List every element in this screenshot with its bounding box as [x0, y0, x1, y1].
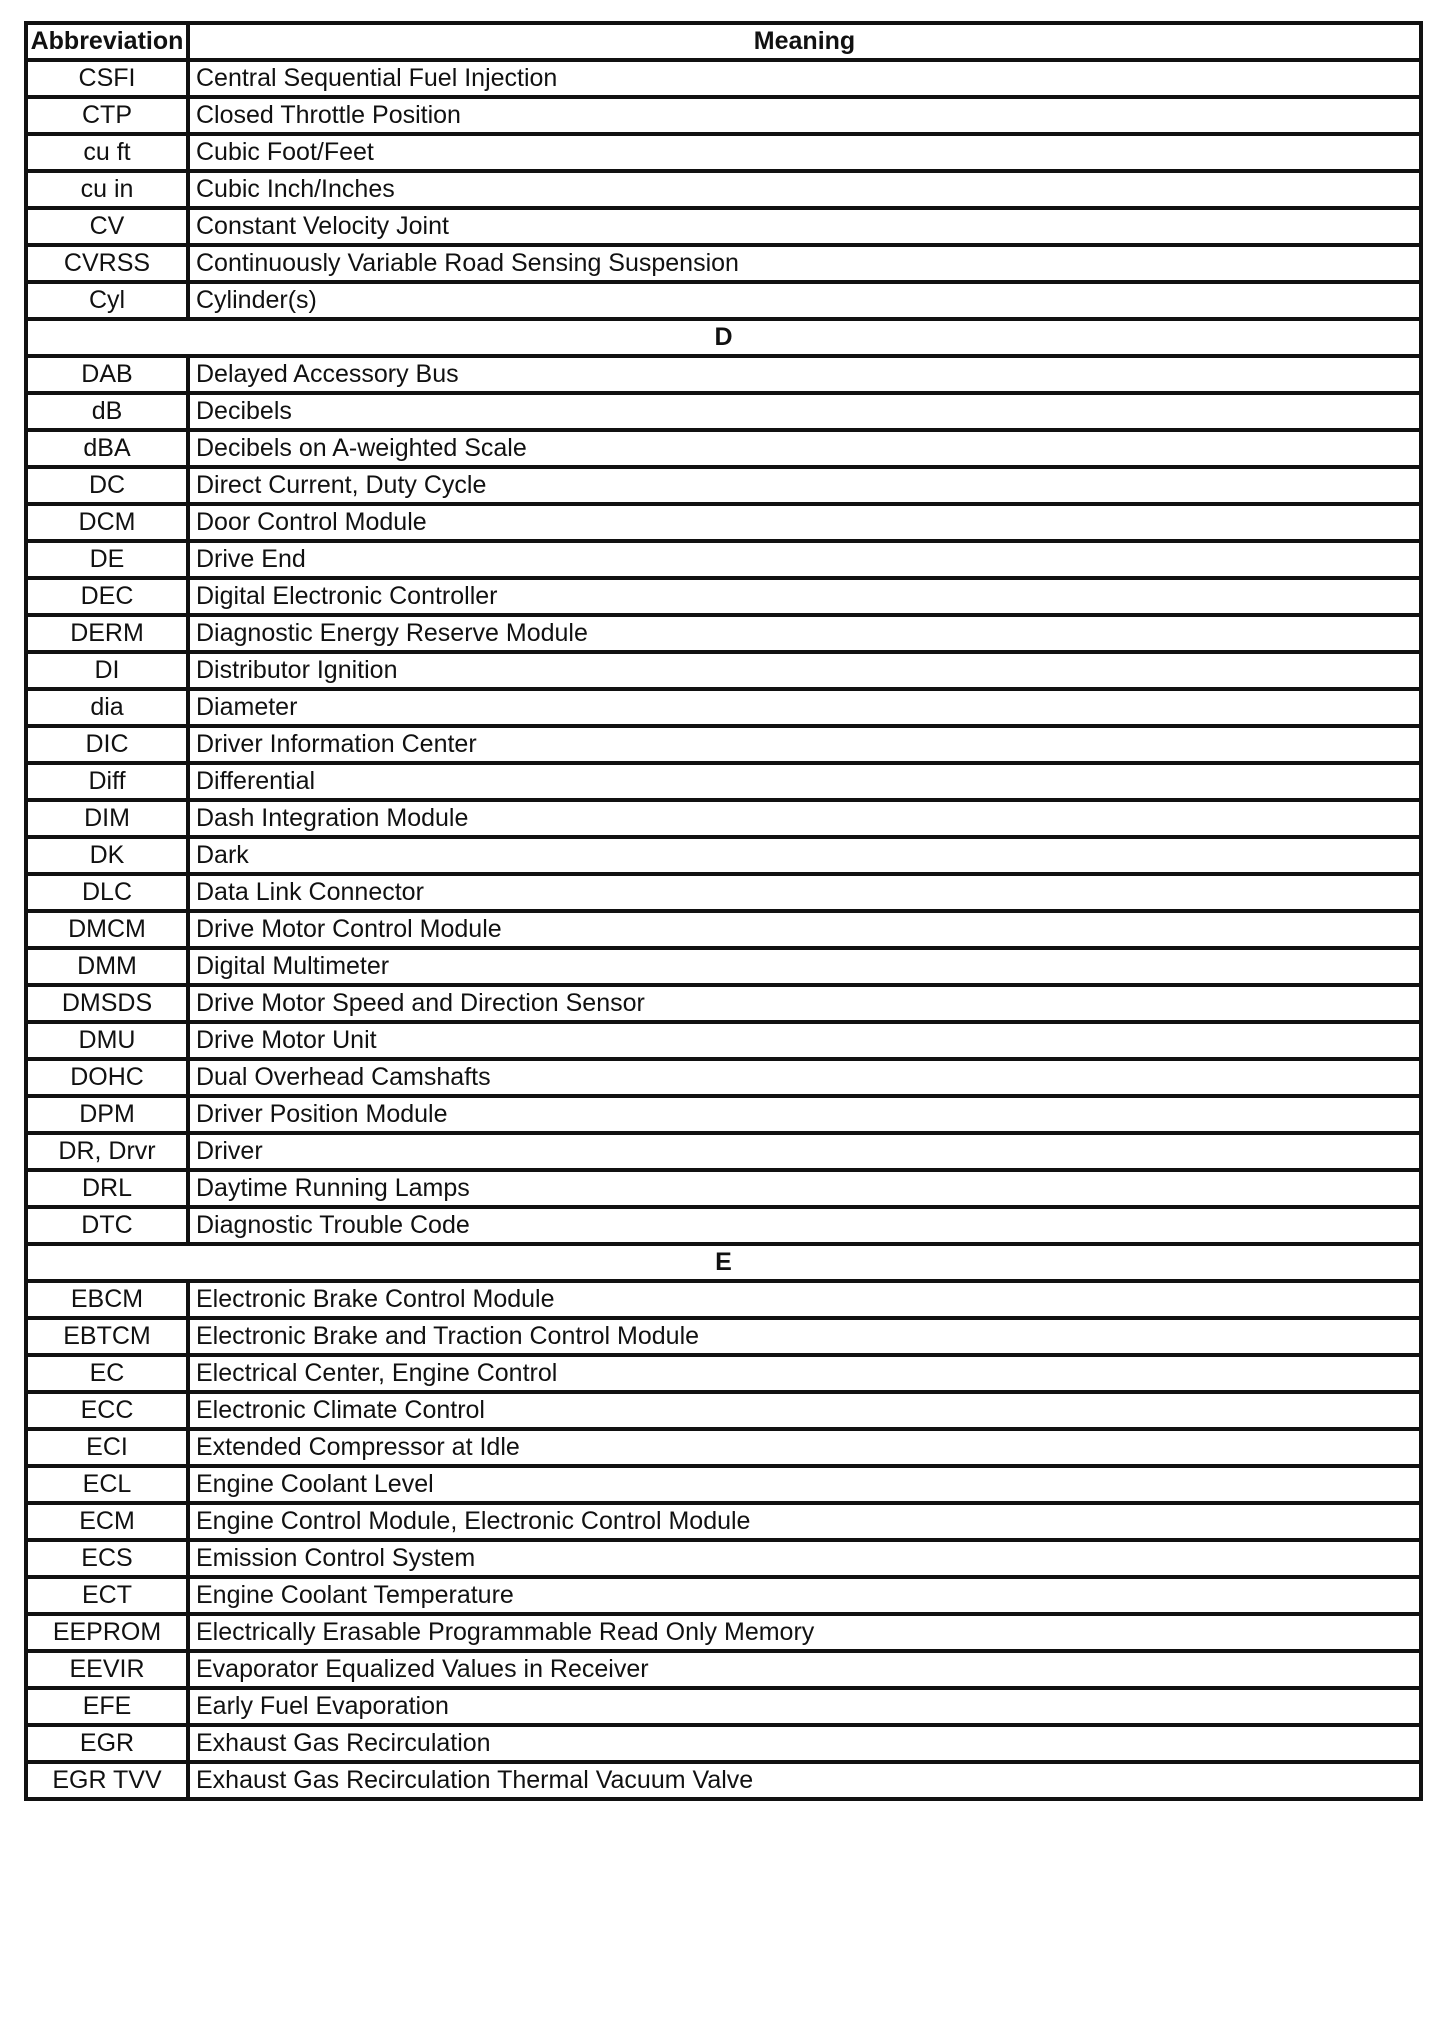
- abbreviation-cell: EC: [26, 1355, 188, 1392]
- meaning-cell: Cylinder(s): [188, 282, 1421, 319]
- table-row: [26, 985, 1421, 1022]
- table-row: [26, 467, 1421, 504]
- table-row: [26, 1651, 1421, 1688]
- section-letter: E: [26, 1244, 1421, 1281]
- table-row: [26, 1429, 1421, 1466]
- abbreviation-cell: DAB: [26, 356, 188, 393]
- meaning-cell: Decibels: [188, 393, 1421, 430]
- table-row: [26, 541, 1421, 578]
- meaning-cell: Delayed Accessory Bus: [188, 356, 1421, 393]
- table-row: [26, 1207, 1421, 1244]
- table-row: [26, 1281, 1421, 1318]
- abbreviation-cell: EBCM: [26, 1281, 188, 1318]
- abbreviation-cell: DR, Drvr: [26, 1133, 188, 1170]
- meaning-cell: Decibels on A-weighted Scale: [188, 430, 1421, 467]
- meaning-cell: Drive Motor Unit: [188, 1022, 1421, 1059]
- meaning-cell: Electronic Brake Control Module: [188, 1281, 1421, 1318]
- abbreviation-cell: CVRSS: [26, 245, 188, 282]
- table-row: [26, 1577, 1421, 1614]
- meaning-cell: Electronic Brake and Traction Control Module: [188, 1318, 1421, 1355]
- abbreviation-cell: ECS: [26, 1540, 188, 1577]
- meaning-cell: Drive Motor Speed and Direction Sensor: [188, 985, 1421, 1022]
- meaning-cell: Diameter: [188, 689, 1421, 726]
- table-row: [26, 1096, 1421, 1133]
- abbreviation-cell: DOHC: [26, 1059, 188, 1096]
- meaning-cell: Electrical Center, Engine Control: [188, 1355, 1421, 1392]
- table-row: [26, 1762, 1421, 1799]
- abbreviation-cell: EGR TVV: [26, 1762, 188, 1799]
- abbreviation-cell: EGR: [26, 1725, 188, 1762]
- abbreviation-cell: DERM: [26, 615, 188, 652]
- table-row: [26, 97, 1421, 134]
- abbreviation-cell: DLC: [26, 874, 188, 911]
- meaning-cell: Dual Overhead Camshafts: [188, 1059, 1421, 1096]
- table-row: [26, 60, 1421, 97]
- meaning-cell: Daytime Running Lamps: [188, 1170, 1421, 1207]
- meaning-cell: Exhaust Gas Recirculation: [188, 1725, 1421, 1762]
- header-meaning: Meaning: [188, 23, 1421, 60]
- abbreviation-cell: CV: [26, 208, 188, 245]
- table-row: [26, 1133, 1421, 1170]
- table-row: [26, 504, 1421, 541]
- table-row: [26, 652, 1421, 689]
- meaning-cell: Direct Current, Duty Cycle: [188, 467, 1421, 504]
- table-row: [26, 1466, 1421, 1503]
- table-row: [26, 726, 1421, 763]
- abbreviation-cell: DK: [26, 837, 188, 874]
- abbreviation-cell: DI: [26, 652, 188, 689]
- meaning-cell: Dark: [188, 837, 1421, 874]
- meaning-cell: Early Fuel Evaporation: [188, 1688, 1421, 1725]
- abbreviation-cell: EFE: [26, 1688, 188, 1725]
- meaning-cell: Drive Motor Control Module: [188, 911, 1421, 948]
- abbreviation-cell: dBA: [26, 430, 188, 467]
- abbreviation-cell: ECI: [26, 1429, 188, 1466]
- abbreviation-cell: DC: [26, 467, 188, 504]
- abbreviation-cell: ECM: [26, 1503, 188, 1540]
- section-letter: D: [26, 319, 1421, 356]
- abbreviation-cell: DMM: [26, 948, 188, 985]
- section-row: [26, 1244, 1421, 1281]
- table-row: [26, 1318, 1421, 1355]
- abbreviation-cell: DEC: [26, 578, 188, 615]
- table-row: [26, 208, 1421, 245]
- abbreviation-cell: ECC: [26, 1392, 188, 1429]
- meaning-cell: Closed Throttle Position: [188, 97, 1421, 134]
- meaning-cell: Drive End: [188, 541, 1421, 578]
- meaning-cell: Door Control Module: [188, 504, 1421, 541]
- table-row: [26, 1540, 1421, 1577]
- table-row: [26, 1022, 1421, 1059]
- meaning-cell: Digital Multimeter: [188, 948, 1421, 985]
- abbreviation-cell: DTC: [26, 1207, 188, 1244]
- section-row: [26, 319, 1421, 356]
- table-row: [26, 1392, 1421, 1429]
- abbreviation-cell: ECT: [26, 1577, 188, 1614]
- meaning-cell: Driver: [188, 1133, 1421, 1170]
- table-row: [26, 578, 1421, 615]
- meaning-cell: Data Link Connector: [188, 874, 1421, 911]
- meaning-cell: Continuously Variable Road Sensing Suspension: [188, 245, 1421, 282]
- meaning-cell: Driver Information Center: [188, 726, 1421, 763]
- table-row: [26, 171, 1421, 208]
- table-row: [26, 393, 1421, 430]
- table-row: [26, 1614, 1421, 1651]
- meaning-cell: Engine Coolant Level: [188, 1466, 1421, 1503]
- abbreviation-cell: CTP: [26, 97, 188, 134]
- abbreviation-cell: DMSDS: [26, 985, 188, 1022]
- table-row: [26, 1503, 1421, 1540]
- table-row: [26, 1059, 1421, 1096]
- meaning-cell: Exhaust Gas Recirculation Thermal Vacuum Valve: [188, 1762, 1421, 1799]
- abbreviation-cell: dB: [26, 393, 188, 430]
- abbreviation-cell: DCM: [26, 504, 188, 541]
- abbreviation-cell: DIM: [26, 800, 188, 837]
- abbreviation-cell: EEVIR: [26, 1651, 188, 1688]
- abbreviation-cell: dia: [26, 689, 188, 726]
- abbreviation-cell: DMCM: [26, 911, 188, 948]
- meaning-cell: Electrically Erasable Programmable Read Only Memory: [188, 1614, 1421, 1651]
- table-row: [26, 800, 1421, 837]
- abbreviation-cell: EEPROM: [26, 1614, 188, 1651]
- abbreviation-table-container: [24, 21, 1423, 1801]
- meaning-cell: Cubic Foot/Feet: [188, 134, 1421, 171]
- table-row: [26, 356, 1421, 393]
- meaning-cell: Evaporator Equalized Values in Receiver: [188, 1651, 1421, 1688]
- meaning-cell: Cubic Inch/Inches: [188, 171, 1421, 208]
- abbreviation-cell: DPM: [26, 1096, 188, 1133]
- table-body: [26, 60, 1421, 1799]
- meaning-cell: Emission Control System: [188, 1540, 1421, 1577]
- meaning-cell: Central Sequential Fuel Injection: [188, 60, 1421, 97]
- abbreviation-cell: cu ft: [26, 134, 188, 171]
- meaning-cell: Engine Coolant Temperature: [188, 1577, 1421, 1614]
- meaning-cell: Differential: [188, 763, 1421, 800]
- header-row: [26, 23, 1421, 60]
- abbreviation-cell: cu in: [26, 171, 188, 208]
- meaning-cell: Diagnostic Trouble Code: [188, 1207, 1421, 1244]
- table-row: [26, 1355, 1421, 1392]
- abbreviation-cell: DIC: [26, 726, 188, 763]
- table-row: [26, 282, 1421, 319]
- table-row: [26, 874, 1421, 911]
- meaning-cell: Diagnostic Energy Reserve Module: [188, 615, 1421, 652]
- table-row: [26, 1688, 1421, 1725]
- abbreviation-cell: DMU: [26, 1022, 188, 1059]
- table-row: [26, 615, 1421, 652]
- table-row: [26, 1725, 1421, 1762]
- abbreviation-cell: DRL: [26, 1170, 188, 1207]
- meaning-cell: Constant Velocity Joint: [188, 208, 1421, 245]
- table-row: [26, 911, 1421, 948]
- meaning-cell: Dash Integration Module: [188, 800, 1421, 837]
- table-row: [26, 245, 1421, 282]
- table-row: [26, 763, 1421, 800]
- table-row: [26, 1170, 1421, 1207]
- abbreviation-cell: CSFI: [26, 60, 188, 97]
- meaning-cell: Driver Position Module: [188, 1096, 1421, 1133]
- header-abbreviation: Abbreviation: [26, 23, 188, 60]
- abbreviation-table: [24, 21, 1423, 1801]
- table-row: [26, 948, 1421, 985]
- meaning-cell: Electronic Climate Control: [188, 1392, 1421, 1429]
- abbreviation-cell: Diff: [26, 763, 188, 800]
- abbreviation-cell: DE: [26, 541, 188, 578]
- abbreviation-cell: ECL: [26, 1466, 188, 1503]
- table-row: [26, 134, 1421, 171]
- table-row: [26, 430, 1421, 467]
- table-row: [26, 837, 1421, 874]
- abbreviation-cell: EBTCM: [26, 1318, 188, 1355]
- meaning-cell: Distributor Ignition: [188, 652, 1421, 689]
- meaning-cell: Engine Control Module, Electronic Control Module: [188, 1503, 1421, 1540]
- meaning-cell: Extended Compressor at Idle: [188, 1429, 1421, 1466]
- abbreviation-cell: Cyl: [26, 282, 188, 319]
- meaning-cell: Digital Electronic Controller: [188, 578, 1421, 615]
- table-row: [26, 689, 1421, 726]
